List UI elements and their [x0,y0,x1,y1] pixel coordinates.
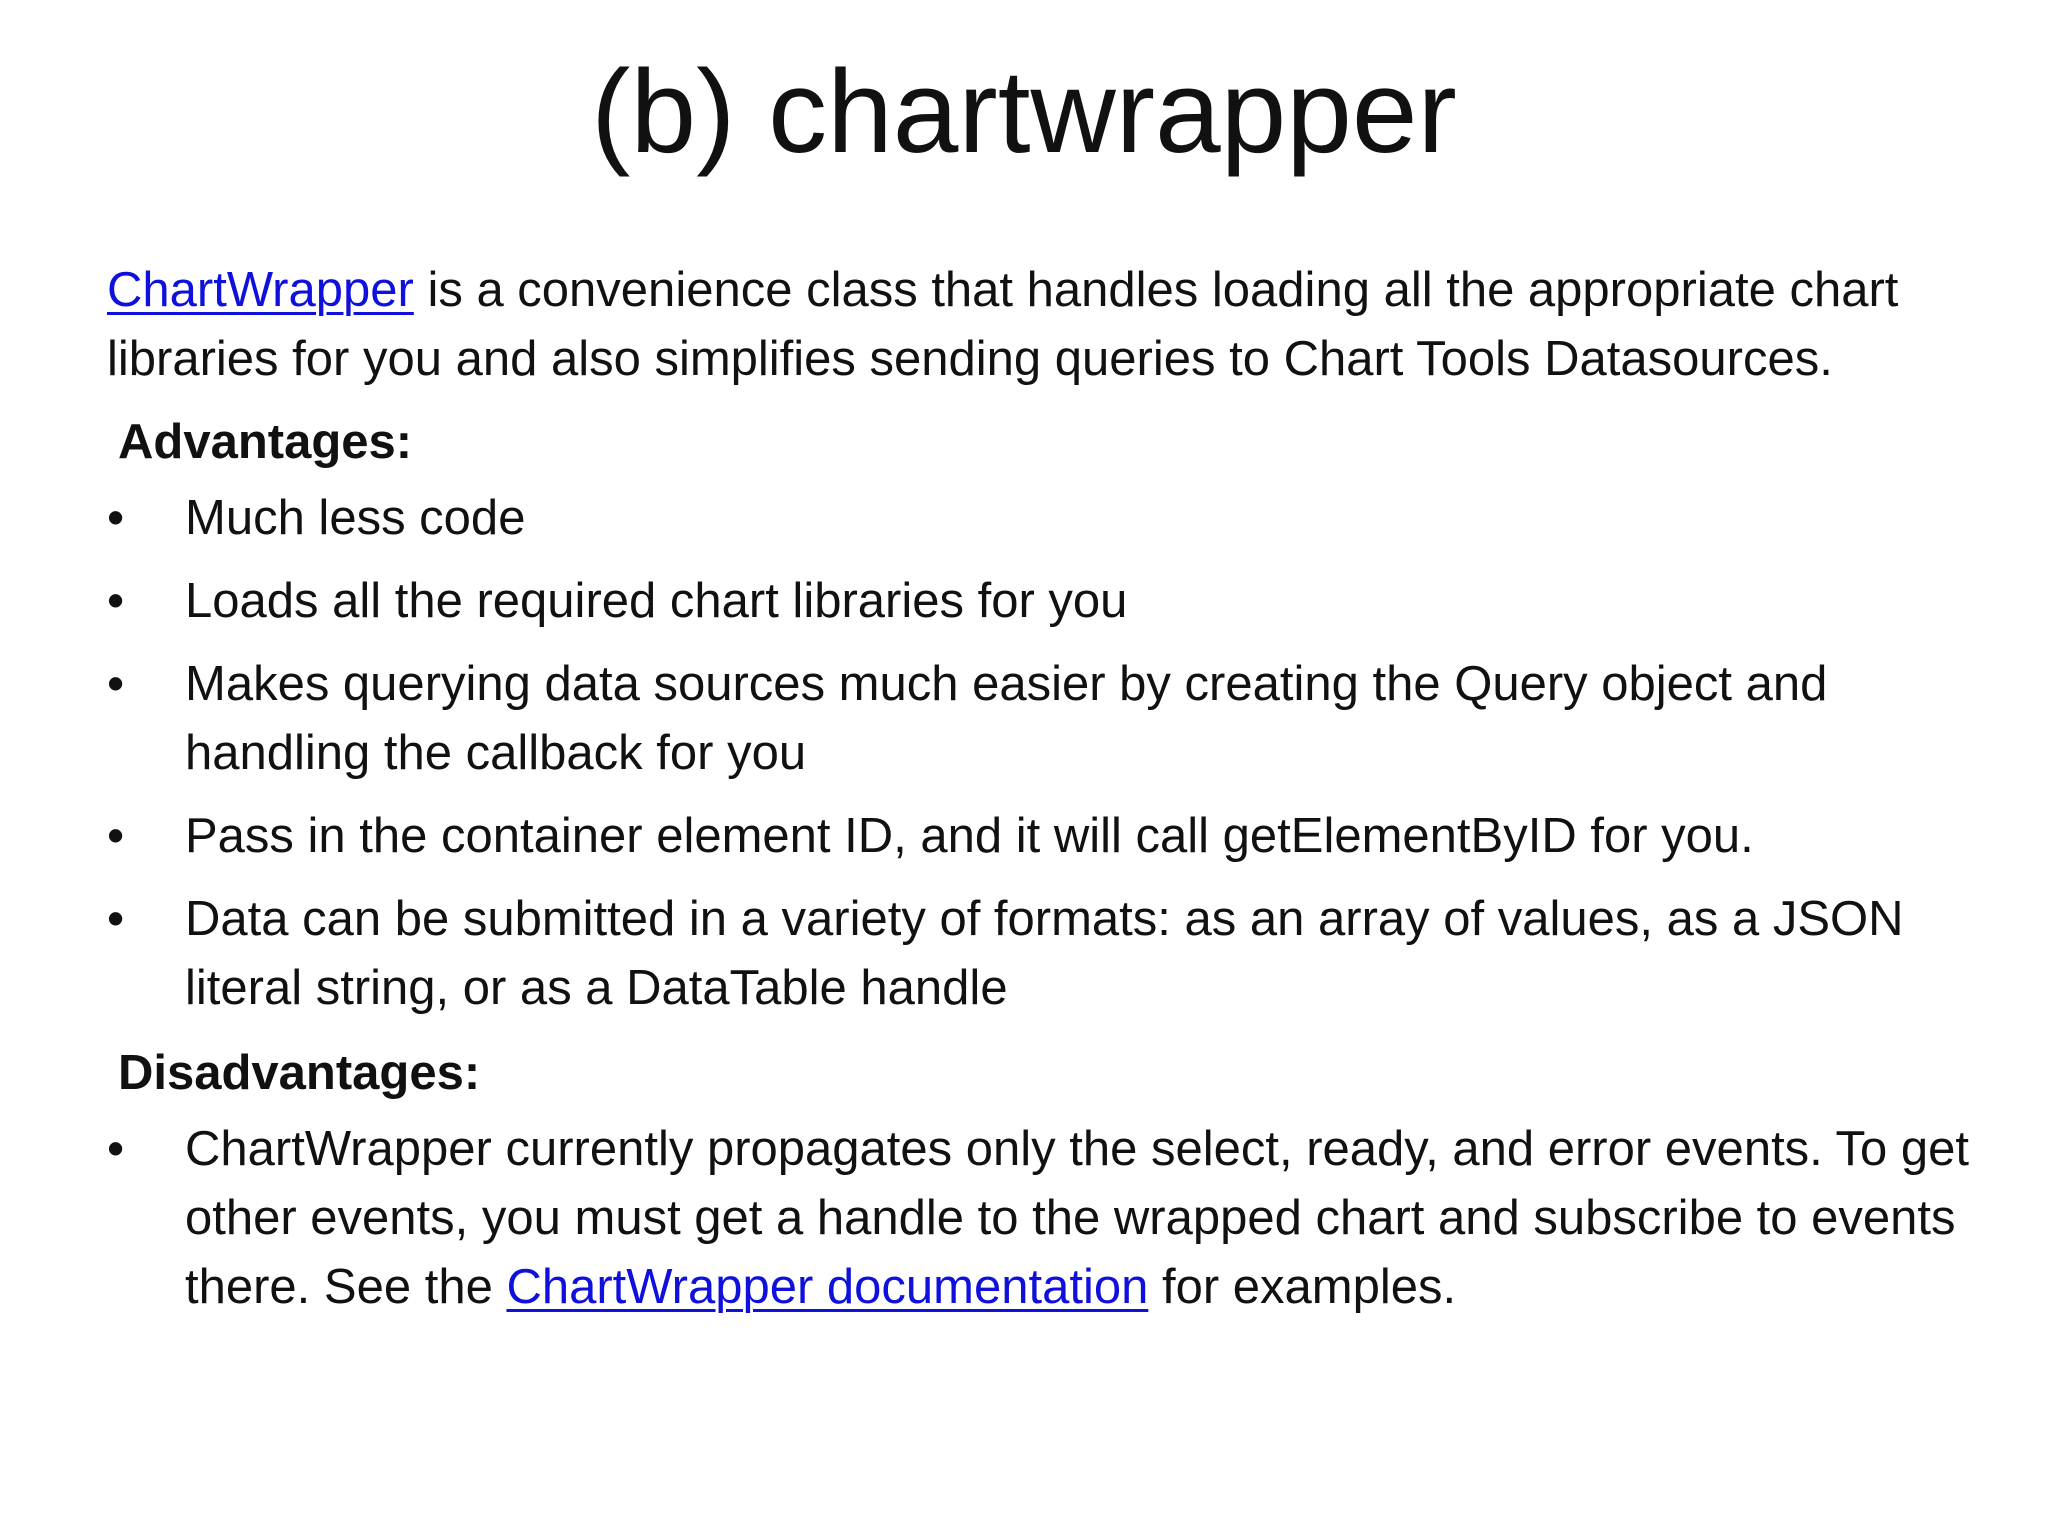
chartwrapper-documentation-link[interactable]: ChartWrapper documentation [506,1260,1149,1314]
slide-title: (b) chartwrapper [591,46,1457,178]
list-item-text [185,1122,1969,1314]
list-item [107,567,1987,636]
list-item-text: Loads all the required chart libraries for you [185,574,1128,628]
list-item [107,885,1987,1023]
list-item-text: Pass in the container element ID, and it will call getElementByID for you. [185,809,1754,863]
list-item [107,650,1987,788]
bullet-icon: • [107,809,125,863]
bullet-icon: • [107,491,125,545]
bullet-icon: • [107,892,125,946]
list-item [107,1115,1987,1322]
chartwrapper-link[interactable]: ChartWrapper [107,263,414,317]
bullet-icon: • [107,574,125,628]
intro-paragraph [107,256,1987,394]
list-item [107,484,1987,553]
bullet-icon: • [107,657,125,711]
intro-text: is a convenience class that handles loading all the appropriate chart libraries for you and also simplifies sending queries to Chart Tools Datasources. [107,263,1899,386]
list-item-text: Makes querying data sources much easier by creating the Query object and handling the callback for you [185,657,1828,780]
advantages-heading: Advantages: [118,415,413,469]
list-item-text: Much less code [185,491,526,545]
slide-body [107,256,1987,1336]
advantages-list [107,484,1987,1023]
list-item-text: Data can be submitted in a variety of formats: as an array of values, as a JSON literal string, or as a DataTable handle [185,892,1904,1015]
disadvantages-list [107,1115,1987,1322]
bullet-icon: • [107,1122,125,1176]
disadvantage-text-after: for examples. [1148,1260,1457,1314]
disadvantages-heading: Disadvantages: [118,1046,481,1100]
list-item [107,802,1987,871]
disadvantage-text-before: ChartWrapper currently propagates only the select, ready, and error events. To get other events, you must get a handle to the wrapped chart and subscribe to events there. See the [185,1122,1970,1314]
